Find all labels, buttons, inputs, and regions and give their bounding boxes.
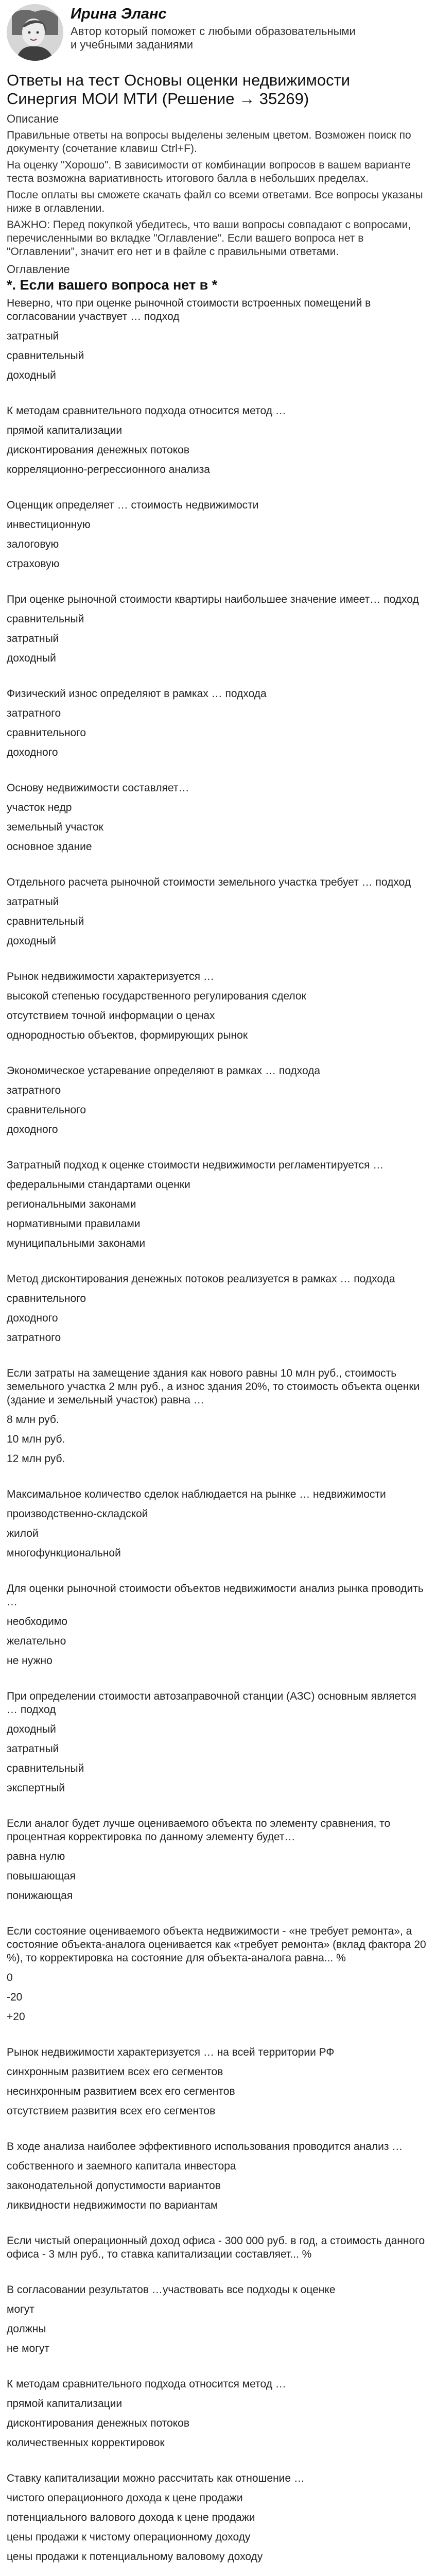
answer-option: затратный	[7, 896, 59, 908]
question-item	[7, 2472, 429, 2564]
answer-option: земельный участок	[7, 821, 103, 833]
answer-option: доходный	[7, 1723, 56, 1735]
answer-option: доходный	[7, 369, 56, 381]
answer-option: 0	[7, 1972, 13, 1984]
question-text: Если чистый операционный доход офиса - 300 000 руб. в год, а стоимость данного офиса - 3 млн руб., то ставка капитализации составляет... %	[7, 2235, 425, 2260]
answer-option: повышающая	[7, 1870, 76, 1882]
question-text: Если затраты на замещение здания как нового равны 10 млн руб., стоимость земельного участка 2 млн руб., а износ здания 20%, то стоимость объекта оценки (здание и земельный участок) равна …	[7, 1367, 420, 1406]
author-avatar[interactable]	[7, 4, 63, 61]
answer-option: отсутствием развития всех его сегментов	[7, 2105, 216, 2117]
answer-option: затратный	[7, 330, 59, 342]
answer-option: должны	[7, 2323, 46, 2335]
answer-option: законодательной допустимости вариантов	[7, 2180, 221, 2192]
question-list	[7, 297, 429, 2576]
avatar-portrait-icon	[7, 4, 63, 61]
answer-option: доходный	[7, 935, 56, 947]
question-item	[7, 1817, 429, 1903]
answer-option: равна нулю	[7, 1851, 65, 1862]
answer-option: затратного	[7, 707, 61, 719]
question-text: Физический износ определяют в рамках … подхода	[7, 688, 267, 700]
description-paragraph: После оплаты вы сможете скачать файл со всеми ответами. Все вопросы указаны ниже в оглавлении.	[7, 189, 423, 214]
answer-option: затратного	[7, 1084, 61, 1096]
answer-option: производственно-складской	[7, 1508, 148, 1520]
answer-option: сравнительный	[7, 613, 84, 625]
answer-option: многофункциональной	[7, 1547, 121, 1559]
answer-option: доходного	[7, 1312, 58, 1324]
answer-option: не нужно	[7, 1655, 53, 1667]
author-name[interactable]: Ирина Эланс	[71, 6, 167, 22]
question-text: В ходе анализа наиболее эффективного использования проводится анализ …	[7, 2141, 403, 2153]
answer-option: цены продажи к чистому операционному доходу	[7, 2531, 251, 2543]
answer-option: доходный	[7, 652, 56, 664]
question-text: Максимальное количество сделок наблюдается на рынке … недвижимости	[7, 1488, 386, 1500]
question-text: Затратный подход к оценке стоимости недвижимости регламентируется …	[7, 1159, 384, 1171]
answer-option: залоговую	[7, 538, 59, 550]
question-text: Ставку капитализации можно рассчитать как отношение …	[7, 2472, 305, 2484]
answer-option: количественных корректировок	[7, 2437, 165, 2449]
answer-option: могут	[7, 2303, 34, 2315]
question-item	[7, 1925, 429, 2024]
question-text: Рынок недвижимости характеризуется … на всей территории РФ	[7, 2046, 335, 2058]
question-item	[7, 1159, 429, 1250]
answer-option: однородностью объектов, формирующих рынок	[7, 1029, 248, 1041]
toc-label: Оглавление	[7, 263, 70, 276]
description-paragraph: На оценку "Хорошо". В зависимости от комбинации вопросов в вашем варианте теста возможна вариативность итогового балла в небольших пределах.	[7, 159, 411, 184]
answer-option: сравнительный	[7, 1762, 84, 1774]
question-text: Рынок недвижимости характеризуется …	[7, 971, 214, 982]
answer-option: несинхронным развитием всех его сегментов	[7, 2086, 235, 2097]
answer-option: высокой степенью государственного регулирования сделок	[7, 990, 306, 1002]
answer-option: необходимо	[7, 1616, 67, 1628]
answer-option: сравнительный	[7, 916, 84, 927]
author-info	[71, 4, 359, 52]
question-item	[7, 687, 429, 759]
answer-option: прямой капитализации	[7, 2398, 123, 2410]
question-text: Оценщик определяет … стоимость недвижимости	[7, 499, 259, 511]
answer-option: региональными законами	[7, 1198, 136, 1210]
answer-option: отсутствием точной информации о ценах	[7, 1010, 215, 1022]
document-title: Ответы на тест Основы оценки недвижимости Синергия МОИ МТИ (Решение → 35269)	[7, 71, 351, 108]
answer-option: 8 млн руб.	[7, 1414, 59, 1426]
question-text: Если состояние оцениваемого объекта недвижимости - «не требует ремонта», а состояние объекта-аналога оценивается как «требует ремонта» (вклад фактора 20 %), то корректировка на состояние для объекта-аналога равна... %	[7, 1925, 426, 1964]
answer-option: желательно	[7, 1635, 66, 1647]
answer-option: участок недр	[7, 802, 72, 814]
answer-option: синхронным развитием всех его сегментов	[7, 2066, 223, 2078]
question-item	[7, 1690, 429, 1795]
question-text: К методам сравнительного подхода относится метод …	[7, 405, 286, 417]
question-text: Экономическое устаревание определяют в рамках … подхода	[7, 1065, 321, 1077]
answer-option: сравнительного	[7, 1104, 86, 1116]
question-item	[7, 782, 429, 854]
answer-option: дисконтирования денежных потоков	[7, 2417, 189, 2429]
answer-option: экспертный	[7, 1782, 65, 1794]
answer-option: нормативными правилами	[7, 1218, 141, 1230]
answer-option: затратного	[7, 1332, 61, 1344]
question-item	[7, 1488, 429, 1560]
author-block	[7, 0, 429, 62]
answer-option: понижающая	[7, 1890, 73, 1902]
answer-option: доходного	[7, 1124, 58, 1136]
answer-option: муниципальными законами	[7, 1238, 146, 1249]
answer-option: сравнительного	[7, 727, 86, 739]
answer-option: жилой	[7, 1528, 39, 1539]
question-item	[7, 404, 429, 477]
question-text: Неверно, что при оценке рыночной стоимости встроенных помещений в согласовании участвует … подход	[7, 297, 371, 323]
answer-option: цены продажи к потенциальному валовому доходу	[7, 2551, 263, 2563]
question-item	[7, 1273, 429, 1345]
answer-option: корреляционно-регрессионного анализа	[7, 464, 210, 476]
answer-option: -20	[7, 1991, 23, 2003]
answer-option: +20	[7, 2011, 25, 2023]
question-item	[7, 499, 429, 571]
description-paragraph: ВАЖНО: Перед покупкой убедитесь, что ваши вопросы совпадают с вопросами, перечисленными во вкладке "Оглавление". Если вашего вопроса нет в "Оглавлении", значит его нет и в файле с правильными ответами.	[7, 219, 411, 258]
question-item	[7, 2378, 429, 2450]
answer-option: собственного и заемного капитала инвестора	[7, 2160, 236, 2172]
answer-option: основное здание	[7, 841, 92, 853]
author-description: Автор который поможет с любыми образовательными и учебными заданиями	[71, 25, 356, 51]
answer-option: доходного	[7, 747, 58, 758]
question-item	[7, 2140, 429, 2212]
description-paragraph: Правильные ответы на вопросы выделены зеленым цветом. Возможен поиск по документу (сочетание клавиш Ctrl+F).	[7, 129, 411, 155]
question-text: Основу недвижимости составляет…	[7, 782, 189, 794]
question-item	[7, 1582, 429, 1668]
answer-option: не могут	[7, 2343, 50, 2354]
question-text: При оценке рыночной стоимости квартиры наибольшее значение имеет… подход	[7, 594, 419, 605]
question-text: В согласовании результатов …участвовать все подходы к оценке	[7, 2284, 336, 2296]
question-text: Если аналог будет лучше оцениваемого объекта по элементу сравнения, то процентная корректировка по данному элементу будет…	[7, 1818, 391, 1843]
answer-option: дисконтирования денежных потоков	[7, 444, 189, 456]
answer-option: инвестиционную	[7, 519, 91, 531]
question-item	[7, 970, 429, 1042]
answer-option: затратный	[7, 1743, 59, 1755]
answer-option: потенциального валового дохода к цене продажи	[7, 2512, 255, 2523]
question-text: При определении стоимости автозаправочной станции (АЗС) основным является … подход	[7, 1690, 416, 1716]
question-item	[7, 2283, 429, 2355]
answer-option: федеральными стандартами оценки	[7, 1179, 190, 1191]
question-text: К методам сравнительного подхода относится метод …	[7, 2378, 286, 2390]
question-item	[7, 297, 429, 382]
question-text: Метод дисконтирования денежных потоков реализуется в рамках … подхода	[7, 1273, 395, 1285]
toc-title: *. Если вашего вопроса нет в *	[7, 277, 218, 293]
answer-option: прямой капитализации	[7, 425, 123, 436]
question-item	[7, 2234, 429, 2261]
question-text: Отдельного расчета рыночной стоимости земельного участка требует … подход	[7, 876, 411, 888]
question-item	[7, 1064, 429, 1137]
answer-option: сравнительного	[7, 1293, 86, 1304]
answer-option: затратный	[7, 633, 59, 645]
answer-option: 12 млн руб.	[7, 1453, 65, 1465]
answer-option: 10 млн руб.	[7, 1433, 65, 1445]
question-item	[7, 1367, 429, 1466]
question-item	[7, 2046, 429, 2118]
question-item	[7, 876, 429, 948]
answer-option: чистого операционного дохода к цене продажи	[7, 2492, 243, 2504]
question-item	[7, 593, 429, 665]
answer-option: ликвидности недвижимости по вариантам	[7, 2199, 218, 2211]
answer-option: страховую	[7, 558, 60, 570]
question-text: Для оценки рыночной стоимости объектов недвижимости анализ рынка проводить …	[7, 1583, 424, 1608]
description-label: Описание	[7, 112, 59, 125]
answer-option: сравнительный	[7, 350, 84, 362]
